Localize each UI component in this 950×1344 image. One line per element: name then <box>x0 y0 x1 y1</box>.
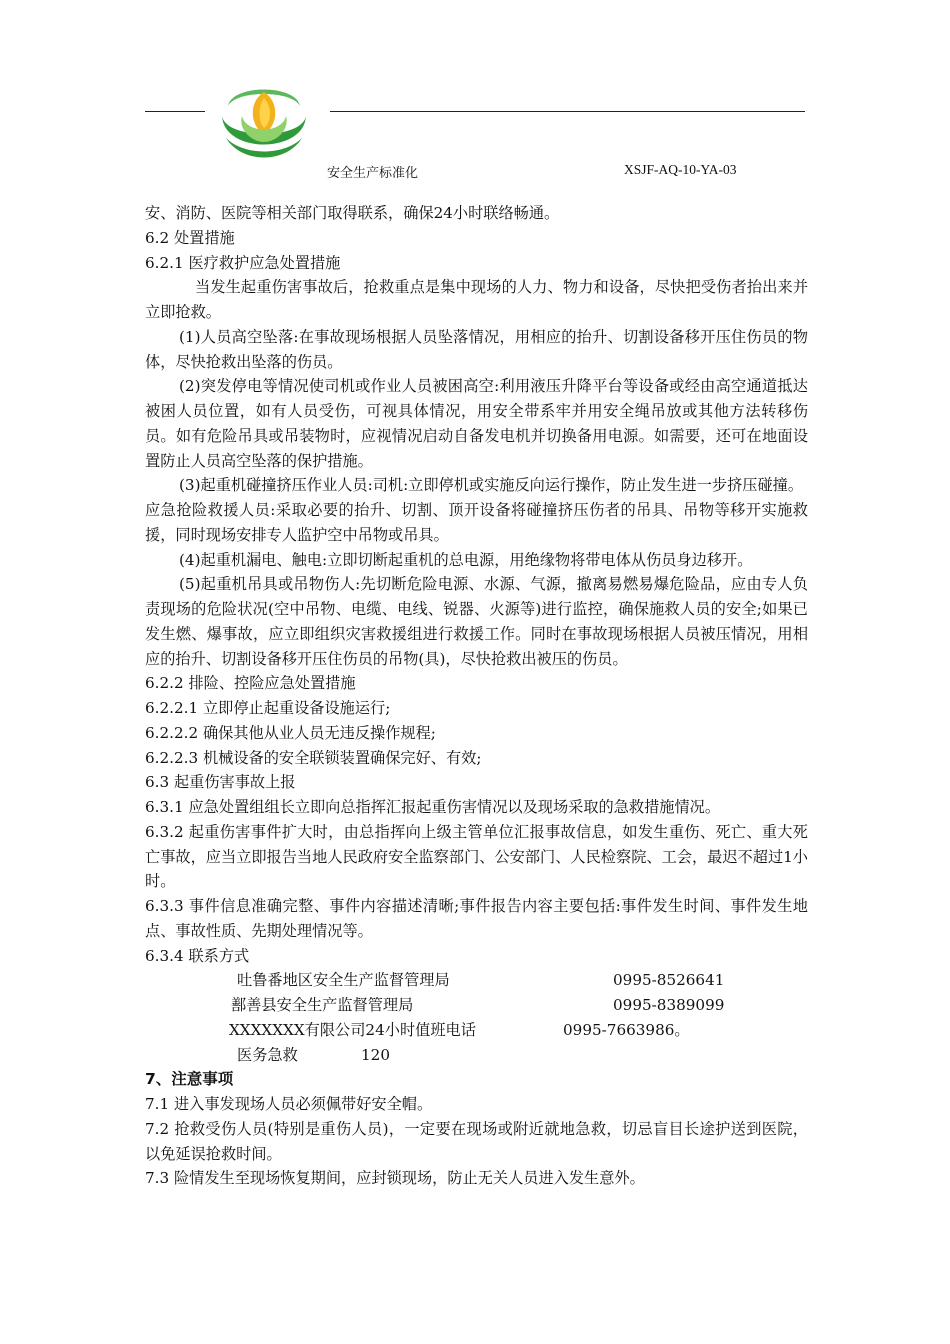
header-rule-right <box>330 111 805 112</box>
header-rule-left <box>145 111 205 112</box>
section-heading: 6.3 起重伤害事故上报 <box>145 773 296 792</box>
paragraph: (3)起重机碰撞挤压作业人员:司机:立即停机或实施反向运行操作，防止发生进一步挤压碰撞。 <box>179 476 804 495</box>
list-item: 6.2.2.2 确保其他从业人员无违反操作规程; <box>145 723 436 742</box>
header-standard-label: 安全生产标准化 <box>327 166 419 181</box>
paragraph: 6.3.1 应急处置组组长立即向总指挥汇报起重伤害情况以及现场采取的急救措施情况。 <box>145 798 721 816</box>
subsection-heading: 6.2.2 排险、控险应急处置措施 <box>145 674 356 693</box>
contact-name: 医务急救 <box>237 1045 298 1064</box>
subsection-heading: 6.3.4 联系方式 <box>145 946 250 965</box>
paragraph: (1)人员高空坠落:在事故现场根据人员坠落情况，用相应的抬升、切割设备移开压住伤员的物体，尽快抢救出坠落的伤员。 <box>145 327 808 371</box>
company-logo-icon <box>212 76 316 168</box>
paragraph: 应急抢险救援人员:采取必要的抬升、切割、顶开设备将碰撞挤压伤者的吊具、吊物等移开实施救援，同时现场安排专人监护空中吊物或吊具。 <box>145 501 808 544</box>
section-heading: 6.2 处置措施 <box>145 228 235 247</box>
paragraph: 7.2 抢救受伤人员(特别是重伤人员)，一定要在现场或附近就地急救，切忌盲目长途护送到医院，以免延误抢救时间。 <box>145 1119 808 1163</box>
paragraph: 安、消防、医院等相关部门取得联系，确保24小时联络畅通。 <box>145 204 560 222</box>
list-item: 6.2.2.3 机械设备的安全联锁装置确保完好、有效; <box>145 748 482 767</box>
header-doc-code: XSJF-AQ-10-YA-03 <box>624 162 737 177</box>
section-7-heading: 7、注意事项 <box>145 1070 234 1089</box>
contact-phone: 120 <box>361 1045 390 1064</box>
paragraph: 当发生起重伤害事故后，抢救重点是集中现场的人力、物力和设备，尽快把受伤者抬出来并立即抢救。 <box>145 278 808 321</box>
list-item: 6.2.2.1 立即停止起重设备设施运行; <box>145 699 391 717</box>
contact-phone: 0995-8389099 <box>613 996 725 1014</box>
contact-row <box>145 1018 808 1043</box>
paragraph: 7.3 险情发生至现场恢复期间，应封锁现场，防止无关人员进入发生意外。 <box>145 1169 645 1188</box>
paragraph: (4)起重机漏电、触电:立即切断起重机的总电源，用绝缘物将带电体从伤员身边移开。 <box>179 550 753 569</box>
contact-row <box>145 968 808 993</box>
contact-row <box>145 993 808 1018</box>
paragraph: (5)起重机吊具或吊物伤人:先切断危险电源、水源、气源，撤离易燃易爆危险品，应由专人负责现场的危险状况(空中吊物、电缆、电线、锐器、火源等)进行监控，确保施救人员的安全;如果已发生燃、爆事故，应立即组织灾害救援组进行救援工作。同时在事故现场根据人员被压情况，用相应的抬升、切割设备移开压住伤员的吊物(具)，尽快抢救出被压的伤员。 <box>145 575 808 668</box>
paragraph: (2)突发停电等情况使司机或作业人员被困高空:利用液压升降平台等设备或经由高空通道抵达被困人员位置，如有人员受伤，可视具体情况，用安全带系牢并用安全绳吊放或其他方法转移伤员。如有危险吊具或吊装物时，应视情况启动自备发电机并切换备用电源。如需要，还可在地面设置防止人员高空坠落的保护措施。 <box>145 377 808 470</box>
paragraph: 6.3.2 起重伤害事件扩大时，由总指挥向上级主管单位汇报事故信息，如发生重伤、死亡、重大死亡事故，应当立即报告当地人民政府安全监察部门、公安部门、人民检察院、工会，最迟不超过1小时。 <box>145 822 808 891</box>
subsection-heading: 6.2.1 医疗救护应急处置措施 <box>145 253 341 272</box>
contact-phone: 0995-8526641 <box>613 971 725 990</box>
document-body <box>145 201 808 1191</box>
contact-phone: 0995-7663986。 <box>563 1020 690 1039</box>
contact-name: 鄯善县安全生产监督管理局 <box>231 996 414 1014</box>
contact-name: XXXXXXX有限公司24小时值班电话 <box>229 1020 476 1039</box>
contact-name: 吐鲁番地区安全生产监督管理局 <box>237 971 450 990</box>
paragraph: 7.1 进入事发现场人员必须佩带好安全帽。 <box>145 1095 433 1113</box>
contact-row <box>145 1043 808 1068</box>
paragraph: 6.3.3 事件信息准确完整、事件内容描述清晰;事件报告内容主要包括:事件发生时间、事件发生地点、事故性质、先期处理情况等。 <box>145 897 808 940</box>
